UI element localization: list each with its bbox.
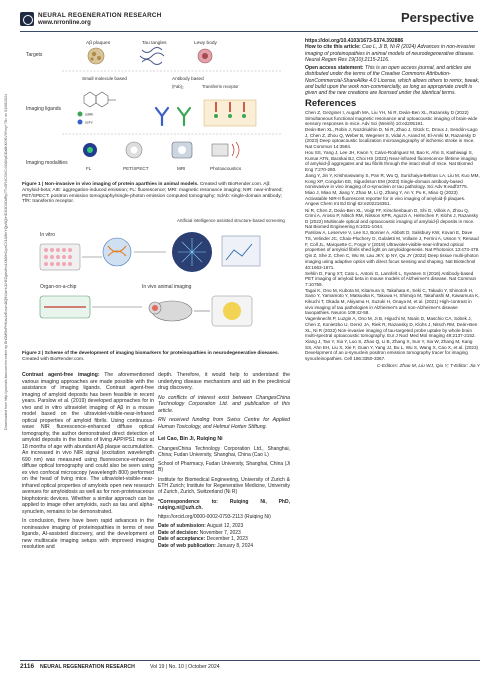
date-line: Date of web publication: January 8, 2024: [158, 542, 254, 549]
fig1-row-label-targets: Targets: [26, 52, 43, 58]
conflict-statement: No conflicts of interest exist between ChangesChina Technology Corporation Ltd. and publication of this article.: [158, 394, 290, 414]
editors-note: C-Editors: Zhao M, Liu WJ, Qiu Y; T-Editor: Jia Y: [376, 363, 480, 369]
transferrin-receptor-icon: [204, 100, 256, 126]
reference-item: Xiang J, Tao Y, Xia Y, Luo S, Zhao Q, Li B, Zhang X, Sun Y, Xia W, Zhang M, Kang SS, Ahn EH, Liu X, Xie F, Guan Y, Yang JJ, Bu L, Wu S, Wang X, Cao X, et al. (2023) Development of an α-synuclein positron emission tomography tracer for imaging synucleinopathies. Cell 186:3350-3367.: [305, 339, 479, 361]
fig1-row-label-modalities: Imaging modalities: [26, 160, 68, 166]
date-line: Date of submission: August 12, 2023: [158, 523, 244, 530]
body-left-column: [22, 372, 154, 554]
reference-item: Sehlin D, Fang XT, Cato L, Antoni G, Lannfelt L, Syvänen S (2016) Antibody-based PET imaging of amyloid beta in mouse models of Alzheimer's disease. Nat Commun 7:10759.: [305, 270, 477, 287]
fig1-row-label-ligands: Imaging ligands: [26, 106, 62, 112]
fig1-ligand-sdab: sdAb: [85, 112, 94, 117]
footer-volume: Vol 19 | No. 10 | October 2024: [150, 663, 220, 670]
reference-item: Tagai K, Ono M, Kubota M, Kitamura S, Takahata K, Seki C, Takado Y, Shinotoh H, Sano Y, Yamamoto Y, Matsuoka K, Takuwa H, Shimojo M, Takahashi M, Kawamura K, Kikuchi T, Okada M, Akiyama H, Suzuki H, Onaya M, et al. (2021) High-contrast in vivo imaging of tau pathologies in Alzheimer's and non-Alzheimer's disease tauopathies. Neuron 109:42-58.: [305, 287, 480, 316]
amyloid-plaque-icon: [88, 48, 104, 64]
fig2-label-in-vivo: In vivo animal imaging: [142, 284, 192, 290]
affiliation: Institute for Biomedical Engineering, University of Zurich & ETH Zurich; Institute for Regenerative Medicine, University of Zurich, Zurich, Switzerland (Ni R): [158, 476, 290, 496]
fl-imaging-icon: [83, 143, 97, 157]
funding-statement: RN received funding from Swiss Centre for Applied Human Toxicology, and Helmut Horten Stiftung.: [158, 417, 290, 430]
reference-item: Miao J, Miao M, Jiang Y, Zhao M, Li Q, Zhang Y, An Y, Pu K, Miao Q (2023) Activatable NIR-II fluorescent reporter for in vivo imaging of amyloid-β plaques. Angew Chem Int Ed Engl 62:e202216351.: [305, 190, 466, 207]
date-line: Date of acceptance: December 1, 2023: [158, 536, 248, 543]
page-footer: [20, 660, 480, 672]
fig1-ligand-fab2: (Fab)₂: [172, 84, 184, 89]
body-paragraph: In conclusion, there have been rapid advances in the noninvasive imaging of proteinopathies in terms of new ligands, AI-assisted discovery, and the development of new multiscale imaging setups with improved imaging resolution and: [22, 518, 154, 550]
header-divider: [20, 31, 478, 32]
fig1-modality-fl: FL: [86, 166, 92, 171]
page-number: 2116: [20, 663, 35, 670]
journal-logo-icon: [20, 12, 34, 26]
paragraph-heading: Contrast agent-free imaging:: [22, 372, 100, 378]
fig1-target-abeta: Aβ plaques: [86, 41, 111, 46]
figure-2-caption-title: Figure 2 | Scheme of the development of imaging biomarkers for proteinopathies in neurodegenerative diseases.: [22, 351, 279, 356]
fig1-ligand-tfr: Transferrin receptor: [202, 84, 239, 89]
reference-item: Vagenknecht P, Luzgin A, Ono M, Ji B, Higuchi M, Noain D, Maschio CA, Sobek J, Chen Z, Konietzko U, Gerez JA, Riek R, Razansky D, Klohs J, Nitsch RM, Deán-Ben XL, Ni R (2022) Non-invasive imaging of tau-targeted probe uptake by whole brain multi-spectral optoacoustic tomography. Eur J Nucl Med Mol Imaging 49:2137-2152.: [305, 316, 478, 339]
reference-list: [305, 110, 480, 362]
fig1-ligand-antibody: Antibody based: [172, 76, 204, 81]
fig1-modality-mri: MRI: [177, 166, 186, 171]
figure-2-caption: [22, 351, 290, 363]
paragraph-text: The aforementioned various imaging approaches are made possible with the assistance of imaging ligands. Contrast agent-free imaging of amyloid deposits has been feasible in recent years. Parslow et al. (2019) developed approaches for in vivo and in vitro ultraviolet imaging of Aβ in a mouse model based on the ultraviolet-visible-near-infrared optical properties of amyloid fibrils. Using continuous-wave NIR fluorescence-enhanced diffuse optical tomography, the author demonstrated direct detection of amyloid deposits in the brains of living APP/PS1 mice at 18 months of age with abundant Aβ plaque accumulation. An increased in vivo NIR signal (excitation wavelength 690 nm) was measured using fluorescence-enhanced diffuse optical tomography and could also be seen using ex vivo confocal microscopy (wavelength 800) performed on the head of living mice. The ultraviolet-visible-near-infrared optical properties of amyloids open new research avenues for amyloidosis as well as for non-proteinaceous biophotonic devices. Whether a similar approach can be applied to image other amyloids, such as tau and alpha-synuclein, remains to be demonstrated.: [22, 372, 154, 515]
figure-1: [22, 38, 289, 178]
how-to-cite: How to cite this article: Cao L, Ji B, Ni R (2024) Advances in non-invasive imaging of proteinopathies in animal models of neurodegenerative disease. Neural Regen Res 19(10):2115-2116.: [305, 44, 475, 63]
reference-item: Parslow A, Lesenvre V, Lee SJ, Bonner A, Abbott D, Salisbury KW, Kovari E, Dave TS, Velinder JC, Chaix-Pluchery O, Gulaletti M, Vollaire J, Ferrini A, Usson Y, Renaud F, Coll JL, Marquette C, Forge V (2019) Ultraviolet-visible-near-infrared optical properties of amyloid fibrils shed light on amyloidogenesis. Nat Photonics 13:473-479.: [305, 230, 480, 253]
footer-divider: [20, 660, 480, 661]
fig1-modality-photoacoustics: Photoacoustics: [210, 166, 242, 171]
fig1-target-lewy: Lewy body: [194, 41, 217, 46]
date-line: Date of decision: November 7, 2023: [158, 529, 241, 536]
body-paragraph: [22, 372, 154, 515]
article-dates: [158, 523, 290, 549]
affiliation: ChangesChina Technology Corporation Ltd., Shanghai, China; Fudan University, Shanghai, China (Cao L): [158, 445, 290, 458]
reference-item: Qin Z, She Z, Chen C, Wu W, Lau JKY, Ip NY, Qu JY (2022) Deep tissue multi-photon imaging using adaptive optics with direct focus sensing and shaping. Nat Biotechnol 40:1663-1671.: [305, 253, 479, 270]
journal-name: NEURAL REGENERATION RESEARCH: [38, 12, 162, 19]
correspondence: *Correspondence to: Ruiqing Ni, PhD, ruiqing.ni@uzh.ch.: [158, 498, 290, 511]
figure-1-caption-text: Created with BioRender.com. Aβ: Amyloid-beta; AIE: aggregation-induced emission; FL: fluorescence; MRI: magnetic resonance imaging; NIR: near-infrared; PET/SPECT: positron emission tomography/single-photon emission computed tomography; SdAb: single-domain antibody; TfR: transferrin receptor.: [22, 182, 283, 205]
pet-scanner-icon: [126, 142, 142, 158]
download-notice: Downloaded from http://journals.lww.com/nrronline by BhDMf5ePHKav1zEoum1tQfN4a+kJLhEZgbsIHo4XMi0hCywCX1AWnYQp/IlQrHD3i3D0OdRyi7TvSFl4Cf3VC4/OAVpDDa8KKGKV0Ymy+78= on 01/08/2024: [4, 93, 8, 430]
well-plate-icon: [40, 244, 80, 270]
fig2-label-in-vitro: In vitro: [40, 232, 56, 238]
fig1-target-tau: Tau tangles: [142, 41, 167, 46]
fig1-ligand-small-molecule: Small molecule based: [82, 76, 127, 81]
fig1-ligand-scfv: scFv: [85, 120, 93, 125]
lewy-body-icon: [198, 49, 212, 63]
protein-structure-icon: [103, 238, 131, 266]
reference-item: Hou SS, Yang J, Lee JH, Kwon Y, Calvo-Rodriguez M, Bao K, Ahn S, Kashiwagi S, Kumar ATN, Bacskai BJ, Choi HS (2023) Near-infrared fluorescence lifetime imaging of amyloid-β aggregates and tau fibrils through the intact skull of mice. Nat Biomed Eng 7:270-280.: [305, 150, 477, 172]
figure-2-caption-text: Created with BioRender.com.: [22, 356, 85, 362]
doi-link[interactable]: https://doi.org/10.4103/1673-5374.392886: [305, 38, 404, 44]
page-header: [20, 10, 480, 36]
figure-1-caption-title: Figure 1 | Non-invasive in vivo imaging of protein aparthies in animal models.: [22, 182, 199, 187]
open-access-statement: Open access statement: This is an open access journal, and articles are distributed under the terms of the Creative Commons Attribution-NonCommercial-ShareAlike 4.0 License, which allows others to remix, tweak, and build upon the work non-commercially, as long as appropriate credit is given and the new creations are licensed under the identical terms.: [305, 65, 480, 97]
fig1-modality-pet: PET/SPECT: [123, 166, 149, 171]
reference-item: Ni R, Chen Z, Deán-Ben XL, Voigt FF, Kirschenbaum D, Shi G, Villois A, Zhou Q, Crimi A, Arosio P, Nitsch RM, Nilsson KPR, Aguzzi A, Helmchen F, Klohs J, Razansky D (2022) Multiscale optical and optoacoustic imaging of amyloid-β deposits in mice. Nat Biomed Engineering 6:1031-1044.: [305, 207, 479, 230]
footer-journal: NEURAL REGENERATION RESEARCH: [40, 663, 135, 670]
section-title: Perspective: [401, 10, 474, 25]
affiliation: School of Pharmacy, Fudan University, Shanghai, China (Ji B): [158, 461, 290, 474]
organ-chip-icon: [40, 296, 90, 318]
mri-scanner-icon: [172, 142, 192, 158]
orcid-link[interactable]: https://orcid.org/0000-0002-0793-2113 (Ruiqing Ni): [158, 514, 271, 521]
references-heading: References: [305, 97, 357, 109]
body-middle-column: [158, 372, 290, 549]
reference-item: Jiang Y, Jin Y, Krishnaswamy S, Pan R, Wu Q, Surichaiya-Beltran LA, Liu M, Kuo MM, Kong XP, Congdon EE, Sigurdsson EM (2023) Single-domain antibody-based noninvasive in vivo imaging of α-synuclein or tau pathology. Sci Adv 9:eadf3775.: [305, 173, 480, 190]
fig2-label-organ-on-chip: Organ-on-a-chip: [40, 284, 77, 290]
reference-item: Chen Z, Gezginer I, Augath MA, Liu YH, Ni R, Deán-Ben XL, Razansky D (2022) Simultaneous functional magnetic resonance and optoacoustic imaging of brain-wide sensory responses in mice. Adv Sci (Weinh) 10:e2205191.: [305, 109, 478, 127]
right-column: [305, 38, 480, 370]
reference-item: Deán-Ben XL, Robin J, Nozdriukhin D, Ni R, Zhao J, Glück C, Droux J, Sendón-Lago J, Chen Z, Zhou Q, Weber B, Wegener S, Vidal A, Arand M, El-Amki M, Razansky D (2023) Deep optoacoustic localization microangiography of ischemic stroke in mice. Nat Commun 14:3584.: [305, 127, 478, 150]
body-paragraph: depth. Therefore, it would help to understand the underlying disease mechanism and aid in the preclinical drug discovery.: [158, 372, 290, 391]
figure-2: [22, 216, 289, 346]
author-list: Lei Cao, Bin Ji, Ruiqing Ni: [158, 436, 223, 442]
figure-1-caption: [22, 182, 290, 205]
journal-website[interactable]: www.nrronline.org: [38, 20, 91, 26]
fig2-label-ai: Artificial intelligence assisted structure-based screening: [177, 218, 285, 223]
